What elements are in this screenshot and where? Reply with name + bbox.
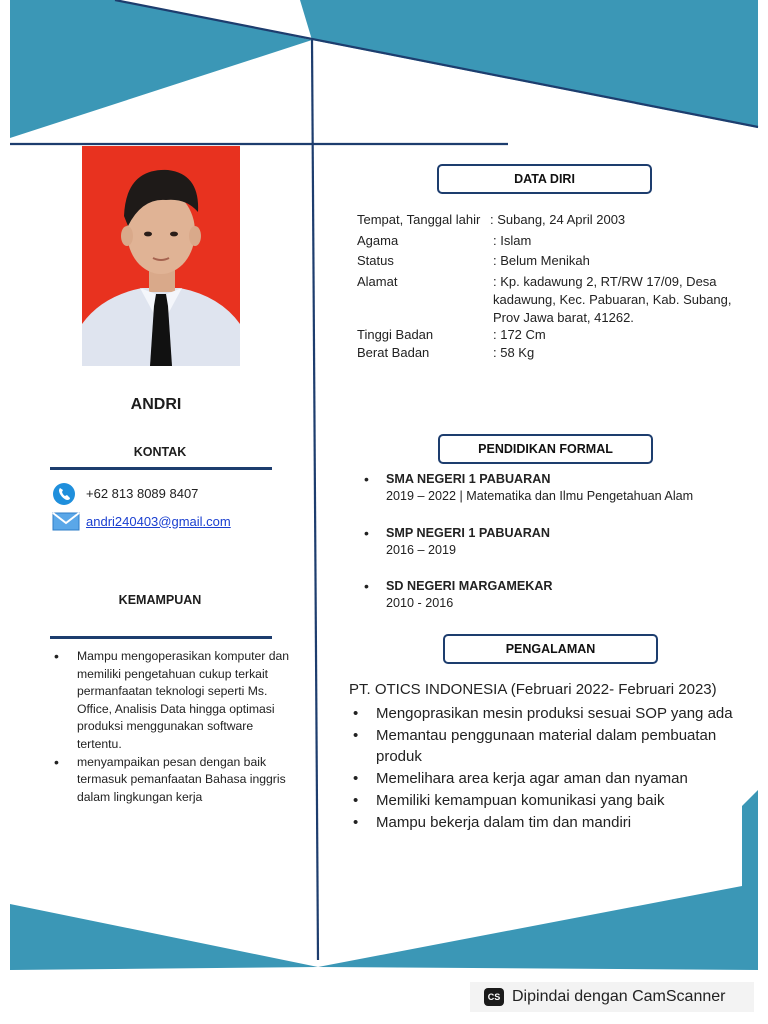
skill-item: • Mampu mengoperasikan komputer dan memiliki pengetahuan cukup terkait permanfaatan teknologi seperti Ms. Office, Analisis Data hingga optimasi produksi menggunakan software tertentu. [52,648,300,754]
personal-data-label: Berat Badan [357,344,430,360]
education-heading [438,434,653,464]
vertical-divider-line [312,40,318,960]
education-heading-label: PENDIDIKAN FORMAL [478,442,613,456]
email-link[interactable]: andri240403@gmail.com [86,513,231,529]
personal-data-row [357,273,755,326]
bottom-left-teal-shape [10,904,318,970]
personal-data-row [357,211,755,229]
duty-item: • Mengoprasikan mesin produksi sesuai SOP yang ada [352,703,742,724]
personal-data-row [357,344,755,362]
school-period: 2016 – 2019 [386,543,457,557]
school-period: 2019 – 2022 | Matematika dan Ilmu Pengetahuan Alam [386,489,694,503]
mail-icon [52,510,78,532]
duties-list [352,703,742,834]
bullet: • [364,471,369,487]
camscanner-watermark [470,982,754,1012]
skills-list [52,648,300,806]
personal-data-label: Alamat [357,274,398,290]
duty-item: • Memantau penggunaan material dalam pembuatan produk [352,725,742,767]
data-diri-heading-label: DATA DIRI [514,172,575,186]
email-row [52,510,231,532]
personal-data-row [357,326,755,344]
school-name: SD NEGERI MARGAMEKAR [386,579,553,593]
personal-data-label: Agama [357,232,399,248]
top-right-teal-shape [300,0,758,128]
experience-heading-label: PENGALAMAN [505,642,596,656]
camscanner-logo-icon: CS [484,988,504,1006]
personal-data-value: : Belum Menikah [493,253,590,269]
contact-heading: KONTAK [133,445,187,459]
phone-row [52,482,198,504]
bullet: • [364,578,369,594]
data-diri-heading [437,164,652,194]
profile-photo [82,146,240,366]
duty-item: • Mampu bekerja dalam tim dan mandiri [352,812,742,833]
personal-data-label: Tempat, Tanggal lahir [357,212,481,227]
personal-data-row [357,232,755,250]
camscanner-label: Dipindai dengan CamScanner [512,988,726,1005]
personal-data-label: Tinggi Badan [357,327,434,343]
personal-data-value: : Islam [493,232,532,248]
top-left-teal-shape [10,0,312,138]
contact-divider [50,467,272,470]
personal-data-label: Status [357,253,394,269]
profile-name: ANDRI [130,396,182,413]
personal-data [357,211,755,362]
personal-data-value: : Subang, 24 April 2003 [490,212,626,227]
skills-divider [50,636,272,639]
personal-data-value: : Kp. kadawung 2, RT/RW 17/09, Desa kadawung, Kec. Pabuaran, Kab. Subang, Prov Jawa barat, 41262. [493,274,732,325]
bullet: • [364,525,369,541]
duty-item: • Memelihara area kerja agar aman dan nyaman [352,768,742,789]
experience-heading [443,634,658,664]
job-title: PT. OTICS INDONESIA (Februari 2022- Februari 2023) [349,681,717,698]
skills-heading: KEMAMPUAN [118,593,202,607]
school-name: SMA NEGERI 1 PABUARAN [386,472,551,486]
personal-data-row [357,252,755,270]
school-period: 2010 - 2016 [386,596,454,610]
personal-data-value: : 58 Kg [493,344,535,360]
duty-item: • Memiliki kemampuan komunikasi yang baik [352,790,742,811]
phone-icon [52,482,78,504]
personal-data-value: : 172 Cm [493,327,546,343]
school-name: SMP NEGERI 1 PABUARAN [386,526,550,540]
phone-number: +62 813 8089 8407 [86,485,199,501]
skill-item: • menyampaikan pesan dengan baik termasuk pemanfaatan Bahasa inggris dalam lingkungan kerja [52,754,300,807]
